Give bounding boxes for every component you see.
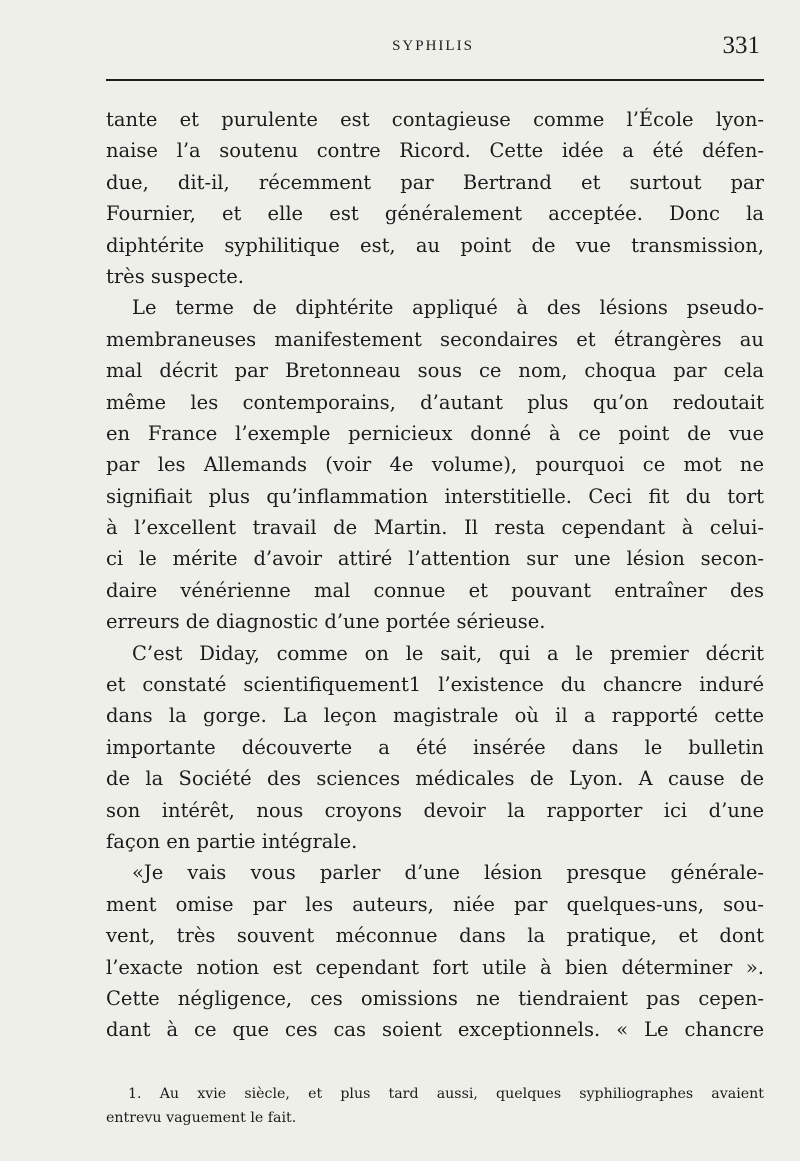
text-line: par les Allemands (voir 4e volume), pourquoi ce mot ne: [106, 453, 764, 477]
text-line: façon en partie intégrale.: [106, 829, 358, 853]
text-line: l’exacte notion est cependant fort utile à bien déterminer ».: [106, 955, 764, 979]
text-line: et constaté scientifiquement1 l’existence du chancre induré: [106, 673, 764, 697]
text-line: Le terme de diphtérite appliqué à des lésions pseudo-: [132, 296, 764, 320]
text-line: importante découverte a été insérée dans le bulletin: [106, 735, 764, 759]
text-line: vent, très souvent méconnue dans la pratique, et dont: [106, 924, 764, 948]
text-line: en France l’exemple pernicieux donné à ce point de vue: [106, 421, 764, 445]
text-line: même les contemporains, d’autant plus qu’on redoutait: [106, 390, 764, 414]
text-line: daire vénérienne mal connue et pouvant entraîner des: [106, 578, 764, 602]
text-line: signifiait plus qu’inflammation interstitielle. Ceci fit du tort: [106, 484, 764, 508]
text-line: très suspecte.: [106, 264, 244, 288]
text-line: de la Société des sciences médicales de Lyon. A cause de: [106, 767, 764, 791]
running-head: [106, 30, 760, 66]
page-number: 331: [722, 32, 760, 59]
text-line: mal décrit par Bretonneau sous ce nom, choqua par cela: [106, 359, 764, 383]
text-line: à l’excellent travail de Martin. Il resta cependant à celui-: [106, 516, 764, 540]
text-line: Fournier, et elle est généralement acceptée. Donc la: [106, 202, 764, 226]
text-line: ment omise par les auteurs, niée par quelques-uns, sou-: [106, 892, 764, 916]
text-line: C’est Diday, comme on le sait, qui a le premier décrit: [132, 641, 764, 665]
text-line: membraneuses manifestement secondaires et étrangères au: [106, 327, 764, 351]
text-line: naise l’a soutenu contre Ricord. Cette idée a été défen-: [106, 139, 764, 163]
text-line: Cette négligence, ces omissions ne tiendraient pas cepen-: [106, 986, 764, 1010]
text-line: son intérêt, nous croyons devoir la rapporter ici d’une: [106, 798, 764, 822]
footnote-line: entrevu vaguement le fait.: [106, 1110, 297, 1126]
text-line: «Je vais vous parler d’une lésion presque générale-: [132, 861, 764, 885]
body-text: [106, 104, 764, 1046]
text-line: erreurs de diagnostic d’une portée sérieuse.: [106, 610, 546, 634]
text-line: ci le mérite d’avoir attiré l’attention sur une lésion secon-: [106, 547, 764, 571]
text-line: dans la gorge. La leçon magistrale où il a rapporté cette: [106, 704, 764, 728]
footnotes: [106, 1082, 764, 1130]
text-line: dant à ce que ces cas soient exceptionnels. « Le chancre: [106, 1018, 764, 1042]
footnote-line: 1. Au xvie siècle, et plus tard aussi, quelques syphiliographes avaient: [128, 1086, 764, 1102]
header-rule: [106, 79, 764, 81]
running-title: SYPHILIS: [392, 38, 474, 54]
text-line: due, dit-il, récemment par Bertrand et surtout par: [106, 170, 764, 194]
text-line: diphtérite syphilitique est, au point de vue transmission,: [106, 233, 764, 257]
text-line: tante et purulente est contagieuse comme l’École lyon-: [106, 108, 764, 131]
